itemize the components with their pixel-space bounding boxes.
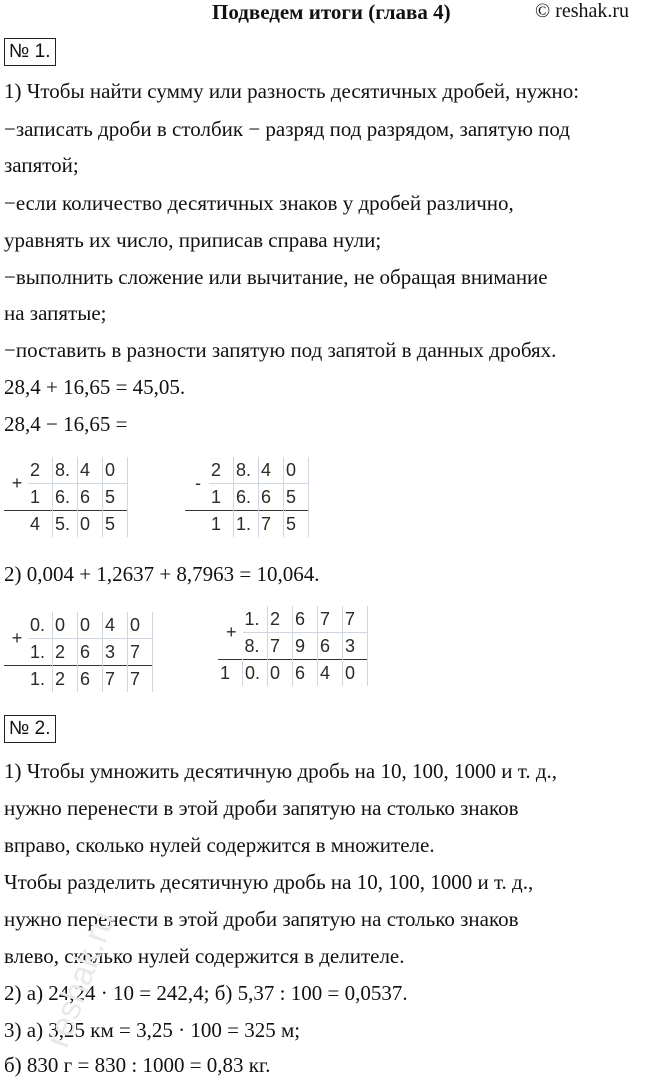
digit: 0 (128, 612, 153, 639)
column-addition-1 (4, 457, 128, 537)
page-header (0, 0, 672, 24)
s2-line-5: влево, сколько нулей содержится в делителе. (4, 944, 405, 968)
digit: 0 (78, 612, 103, 639)
s1-line-0: 1) Чтобы найти сумму или разность десятичных дробей, нужно: (4, 79, 580, 103)
digit: 2 (268, 606, 293, 633)
operator-sign: + (11, 628, 23, 648)
operator-sign: - (195, 473, 201, 493)
column-addition-3 (218, 606, 368, 686)
s2-line-3: Чтобы разделить десятичную дробь на 10, 100, 1000 и т. д., (4, 870, 534, 894)
result-digit: 1 (218, 660, 243, 687)
digit: 6 (318, 633, 343, 660)
result-digit: 7 (128, 666, 153, 693)
result-digit: 0 (343, 660, 368, 687)
digit: 7 (128, 639, 153, 666)
digit: 4 (103, 612, 128, 639)
digit: 0 (284, 457, 309, 484)
s1-line-5: −выполнить сложение или вычитание, не обращая внимание (4, 265, 548, 289)
result-digit: 4 (318, 660, 343, 687)
digit: 1 (28, 484, 53, 511)
digit: 8. (234, 457, 259, 484)
column-addition-2 (4, 612, 153, 692)
digit: 0 (53, 612, 78, 639)
digit: 5 (103, 484, 128, 511)
operator-sign: + (225, 622, 237, 642)
digit: 7 (343, 606, 368, 633)
s1-line-8: 28,4 + 16,65 = 45,05. (4, 375, 186, 399)
page-title: Подведем итоги (глава 4) (212, 0, 451, 24)
digit: 6 (259, 484, 284, 511)
s1-line-3: −если количество десятичных знаков у дробей различно, (4, 191, 514, 215)
result-digit: 6 (293, 660, 318, 687)
result-digit: 1. (234, 511, 259, 538)
digit: 3 (343, 633, 368, 660)
digit: 6. (234, 484, 259, 511)
result-digit: 1. (28, 666, 53, 693)
result-digit: 7 (103, 666, 128, 693)
s1-line-2: запятой; (4, 153, 79, 177)
digit: 6. (53, 484, 78, 511)
digit: 4 (259, 457, 284, 484)
digit: 6 (78, 484, 103, 511)
digit: 9 (293, 633, 318, 660)
s2-line-1: нужно перенести в этой дроби запятую на столько знаков (4, 796, 519, 820)
s2-line-8: б) 830 г = 830 : 1000 = 0,83 кг. (4, 1053, 271, 1077)
result-digit: 2 (53, 666, 78, 693)
s2-line-6: 2) а) 24,24 · 10 = 242,4; б) 5,37 : 100 = 0,0537. (4, 981, 408, 1005)
digit: 1. (243, 606, 268, 633)
digit: 8. (53, 457, 78, 484)
s2-line-7: 3) а) 3,25 км = 3,25 · 100 = 325 м; (4, 1018, 301, 1042)
result-digit: 5. (53, 511, 78, 538)
result-digit: 0. (243, 660, 268, 687)
s2-line-0: 1) Чтобы умножить десятичную дробь на 10, 100, 1000 и т. д., (4, 759, 558, 783)
result-digit: 0 (78, 511, 103, 538)
s1-line-1: −записать дроби в столбик − разряд под разрядом, запятую под (4, 117, 570, 141)
digit: 2 (28, 457, 53, 484)
digit: 8. (243, 633, 268, 660)
watermark: reshak.ru (38, 906, 123, 1053)
result-digit: 4 (28, 511, 53, 538)
s1-line-4: уравнять их число, приписав справа нули; (4, 228, 382, 252)
result-digit: 1 (209, 511, 234, 538)
digit: 1 (209, 484, 234, 511)
result-digit: 5 (103, 511, 128, 538)
digit: 0. (28, 612, 53, 639)
digit: 7 (268, 633, 293, 660)
s2-line-2: вправо, сколько нулей содержится в множителе. (4, 833, 435, 857)
digit: 2 (209, 457, 234, 484)
site-credit: © reshak.ru (535, 0, 630, 22)
result-digit: 6 (78, 666, 103, 693)
s1-line-7: −поставить в разности запятую под запятой в данных дробях. (4, 338, 557, 362)
s1-line-6: на запятые; (4, 301, 107, 325)
digit: 5 (284, 484, 309, 511)
column-subtraction (185, 457, 309, 537)
digit: 6 (78, 639, 103, 666)
digit: 4 (78, 457, 103, 484)
result-digit: 5 (284, 511, 309, 538)
result-digit: 0 (268, 660, 293, 687)
s1-line-9: 28,4 − 16,65 = (4, 412, 128, 436)
s1-line-sum2: 2) 0,004 + 1,2637 + 8,7963 = 10,064. (4, 562, 320, 586)
operator-sign: + (11, 473, 23, 493)
digit: 7 (318, 606, 343, 633)
digit: 1. (28, 639, 53, 666)
digit: 6 (293, 606, 318, 633)
section-1-badge: № 1. (4, 38, 56, 66)
digit: 3 (103, 639, 128, 666)
s2-line-4: нужно перенести в этой дроби запятую на столько знаков (4, 907, 519, 931)
digit: 0 (103, 457, 128, 484)
result-digit: 7 (259, 511, 284, 538)
digit: 2 (53, 639, 78, 666)
section-2-badge: № 2. (4, 715, 56, 743)
